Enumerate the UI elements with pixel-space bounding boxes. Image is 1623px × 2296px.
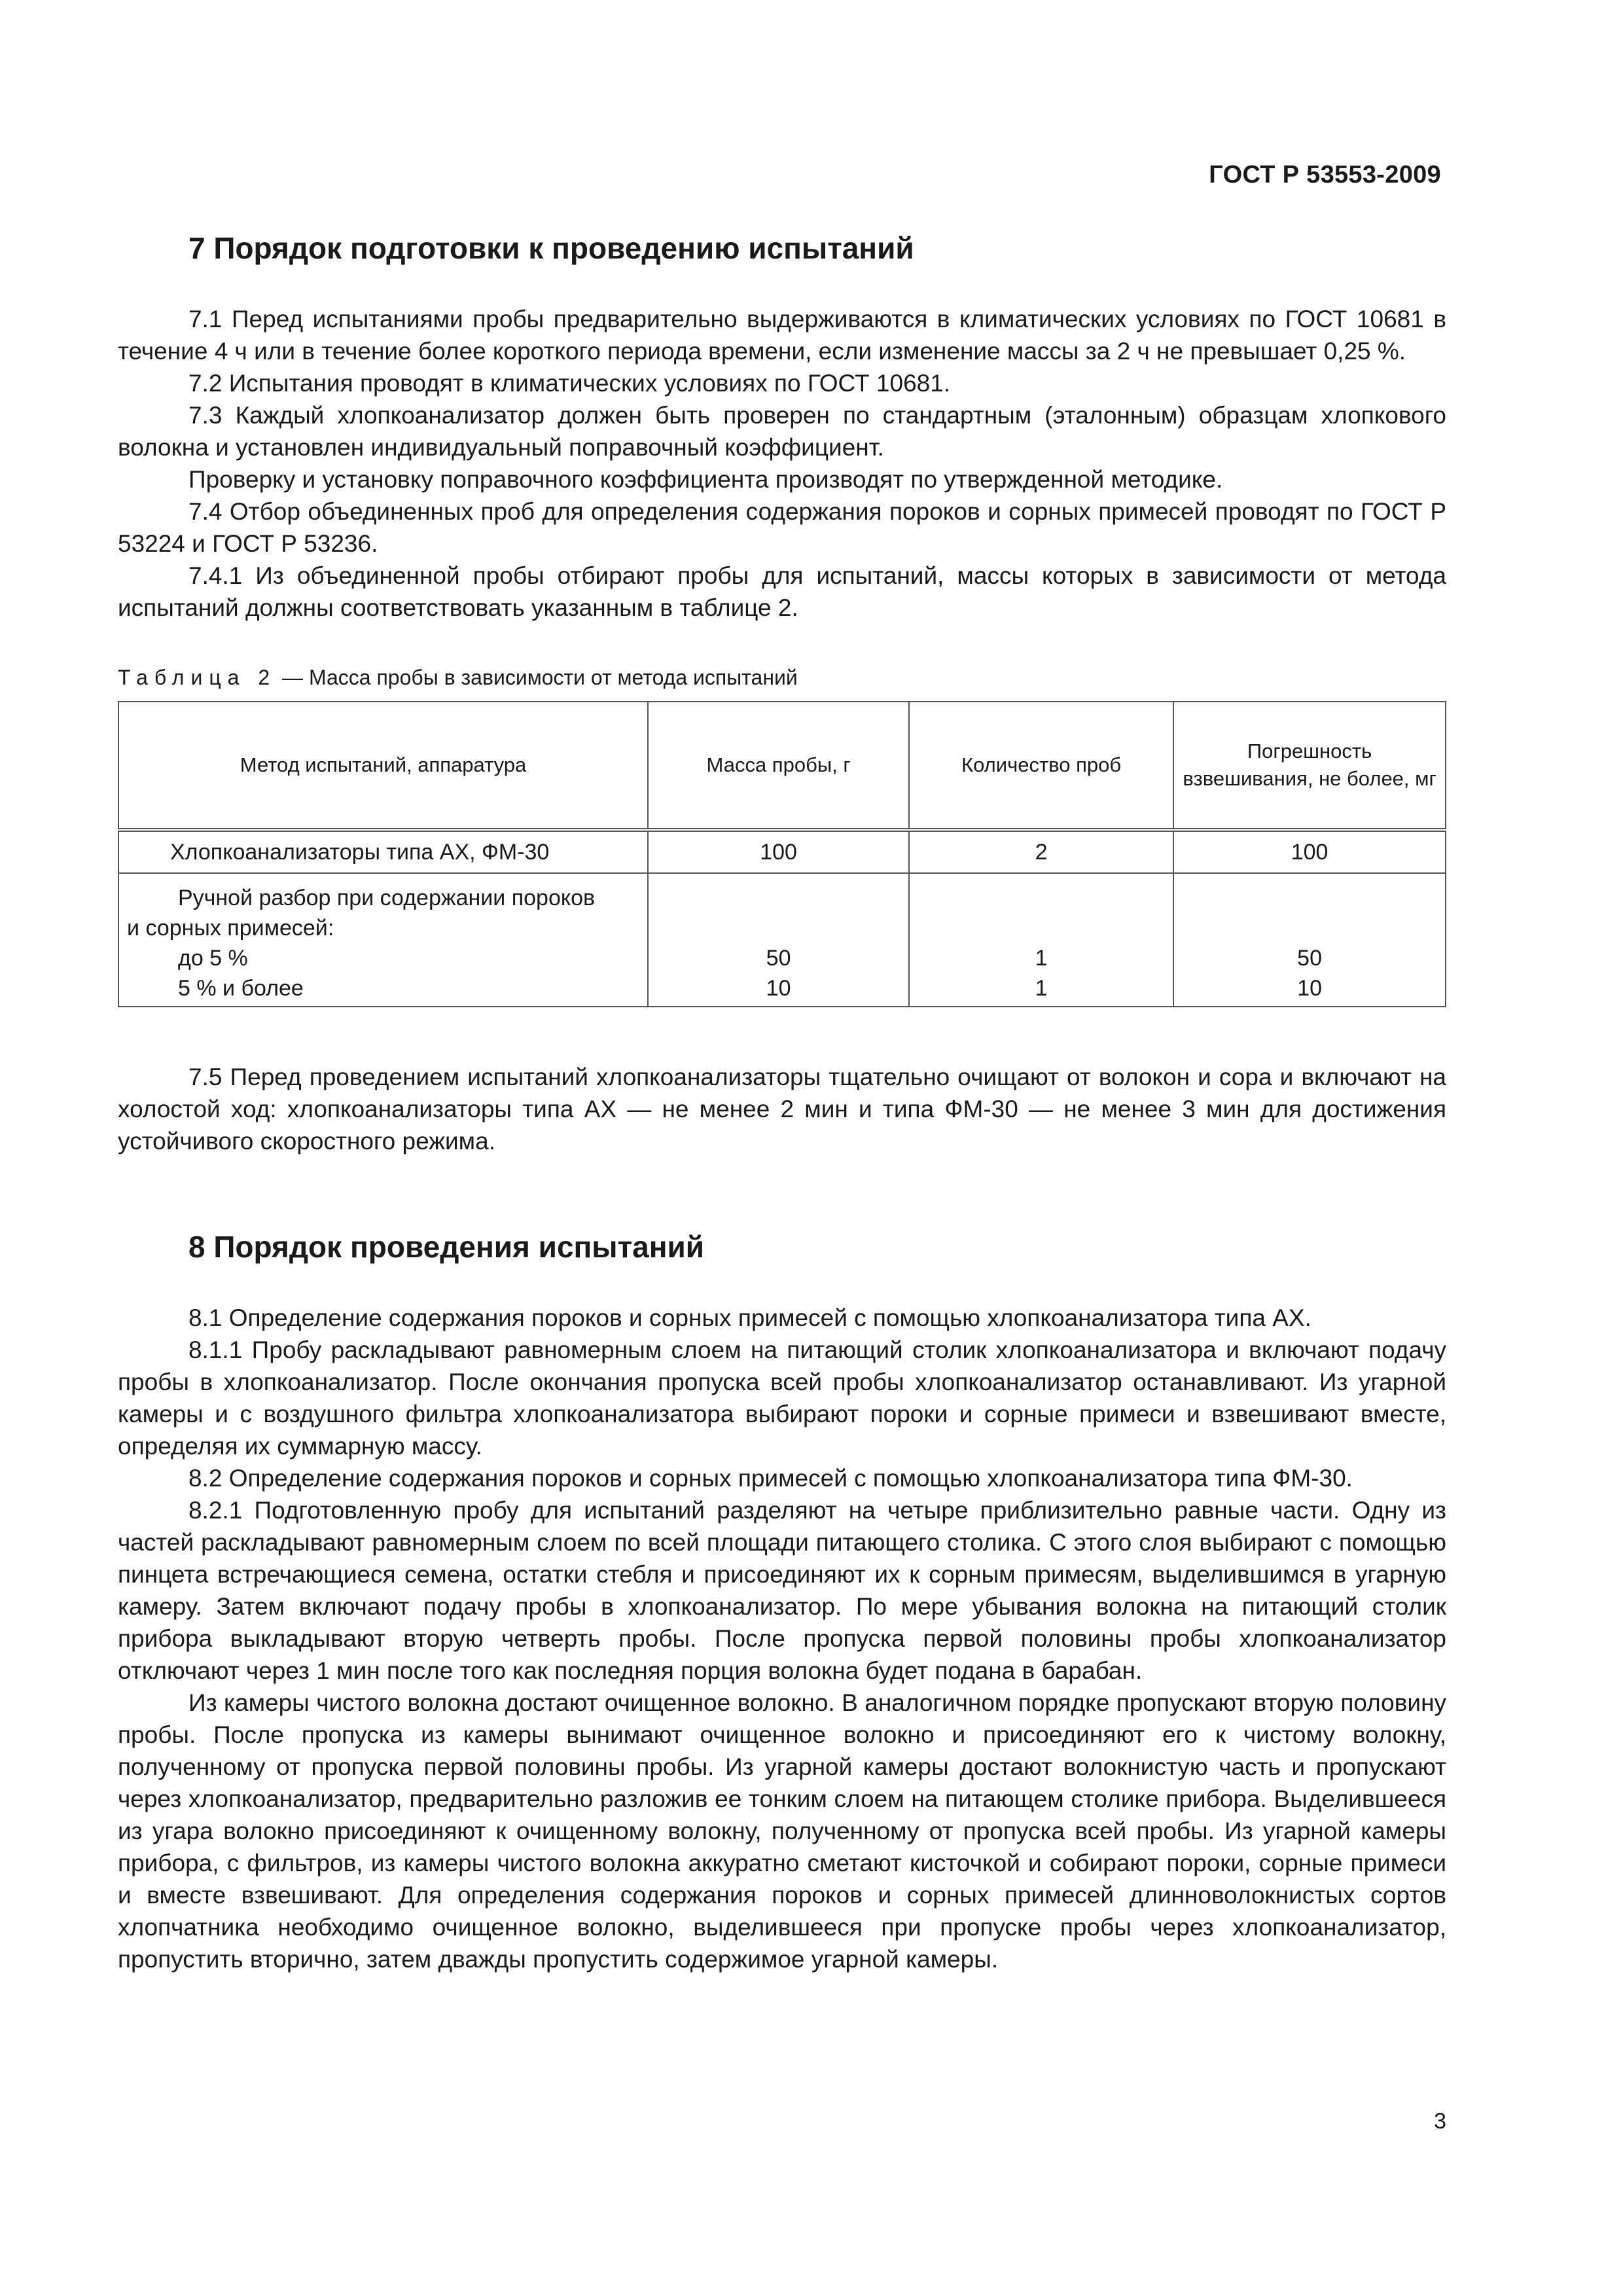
table-row [118, 873, 1446, 1007]
row2-mass [648, 873, 909, 1007]
section-7-title: 7 Порядок подготовки к проведению испытаний [188, 231, 914, 265]
row2-sub1-count: 1 [1035, 946, 1048, 971]
row1-count: 2 [909, 830, 1173, 873]
row2-method [118, 873, 648, 1007]
row1-mass: 100 [648, 830, 909, 873]
page-number: 3 [1434, 2109, 1446, 2134]
row1-method: Хлопкоанализаторы типа АХ, ФМ-30 [118, 830, 648, 873]
page-content [118, 230, 1446, 1975]
table-2 [118, 701, 1446, 1007]
paragraph-7-4-1: 7.4.1 Из объединенной пробы отбирают пробы для испытаний, массы которых в зависимости от метода испытаний должны соответствовать указанным в таблице 2. [118, 562, 1446, 622]
row2-sub1-label: до 5 % [178, 946, 248, 971]
row1-error: 100 [1173, 830, 1446, 873]
table-2-caption-text: — Масса пробы в зависимости от метода испытаний [276, 666, 798, 690]
header-error: Погрешность взвешивания, не более, мг [1173, 702, 1446, 830]
paragraph-7-5: 7.5 Перед проведением испытаний хлопкоанализаторы тщательно очищают от волокон и сора и включают на холостой ход: хлопкоанализаторы типа АХ — не менее 2 мин и типа ФМ-30 — не менее 3 мин для достижения устойчивого скоростного режима. [118, 1064, 1446, 1155]
row2-error [1173, 873, 1446, 1007]
row2-method-line1: Ручной разбор при содержании пороков [178, 886, 596, 911]
row2-method-line2: и сорных примесей: [127, 916, 334, 941]
paragraph-7-2: 7.2 Испытания проводят в климатических условиях по ГОСТ 10681. [188, 370, 951, 397]
paragraph-8-1-1: 8.1.1 Пробу раскладывают равномерным слоем на питающий столик хлопкоанализатора и включают подачу пробы в хлопкоанализатор. После окончания пропуска всей пробы хлопкоанализатор останавливают. Из угарной камеры и с воздушного фильтра хлопкоанализатора выбирают пороки и сорные примеси и взвешивают вместе, определяя их суммарную массу. [118, 1336, 1446, 1460]
paragraph-7-3: 7.3 Каждый хлопкоанализатор должен быть проверен по стандартным (эталонным) образцам хлопкового волокна и установлен индивидуальный поправочный коэффициент. [118, 402, 1446, 461]
paragraph-7-3-note: Проверку и установку поправочного коэффициента производят по утвержденной методике. [188, 466, 1223, 493]
header-mass: Масса пробы, г [648, 702, 909, 830]
paragraph-8-2-1: 8.2.1 Подготовленную пробу для испытаний разделяют на четыре приблизительно равные части. Одну из частей раскладывают равномерным слоем по всей площади питающего столика. С этого слоя выбирают с помощью пинцета встречающиеся семена, остатки стебля и присоединяют их к сорным примесям, выделившимся в угарную камеру. Затем включают подачу пробы в хлопкоанализатор. По мере убывания волокна на питающий столик прибора выкладывают вторую четверть пробы. После пропуска первой половины пробы хлопкоанализатор отключают через 1 мин после того как последняя порция волокна будет подана в барабан. [118, 1497, 1446, 1685]
row2-sub1-error: 50 [1297, 946, 1322, 971]
table-2-caption-label: Таблица 2 [118, 666, 277, 690]
standard-number: ГОСТ Р 53553-2009 [1209, 161, 1441, 188]
row2-sub2-label: 5 % и более [178, 976, 304, 1001]
row2-sub2-mass: 10 [766, 976, 791, 1001]
row2-sub1-mass: 50 [766, 946, 791, 971]
table-header-row [118, 702, 1446, 830]
section-8-title: 8 Порядок проведения испытаний [188, 1230, 705, 1265]
paragraph-7-1: 7.1 Перед испытаниями пробы предварительно выдерживаются в климатических условиях по ГОСТ 10681 в течение 4 ч или в течение более короткого периода времени, если изменение массы за 2 ч не превышает 0,25 %. [118, 306, 1446, 365]
row2-sub2-count: 1 [1035, 976, 1048, 1001]
table-2-caption [118, 663, 1446, 692]
paragraph-8-2: 8.2 Определение содержания пороков и сорных примесей с помощью хлопкоанализатора типа ФМ-30. [188, 1465, 1353, 1492]
header-count: Количество проб [909, 702, 1173, 830]
row2-sub2-error: 10 [1297, 976, 1322, 1001]
header-method: Метод испытаний, аппаратура [118, 702, 648, 830]
paragraph-8-2-1-cont: Из камеры чистого волокна достают очищенное волокно. В аналогичном порядке пропускают вторую половину пробы. После пропуска из камеры вынимают очищенное волокно и присоединяют его к чистому волокну, полученному от пропуска первой половины пробы. Из угарной камеры достают волокнистую часть и пропускают через хлопкоанализатор, предварительно разложив ее тонким слоем на питающем столике прибора. Выделившееся из угара волокно присоединяют к очищенному волокну, полученному от пропуска всей пробы. Из угарной камеры прибора, с фильтров, из камеры чистого волокна аккуратно сметают кисточкой и собирают пороки, сорные примеси и вместе взвешивают. Для определения содержания пороков и сорных примесей длинноволокнистых сортов хлопчатника необходимо очищенное волокно, выделившееся при пропуске пробы через хлопкоанализатор, пропустить вторично, затем дважды пропустить содержимое угарной камеры. [118, 1689, 1446, 1973]
paragraph-7-4: 7.4 Отбор объединенных проб для определения содержания пороков и сорных примесей проводят по ГОСТ Р 53224 и ГОСТ Р 53236. [118, 498, 1446, 558]
row2-count [909, 873, 1173, 1007]
paragraph-8-1: 8.1 Определение содержания пороков и сорных примесей с помощью хлопкоанализатора типа АХ. [188, 1304, 1311, 1332]
table-row [118, 830, 1446, 873]
